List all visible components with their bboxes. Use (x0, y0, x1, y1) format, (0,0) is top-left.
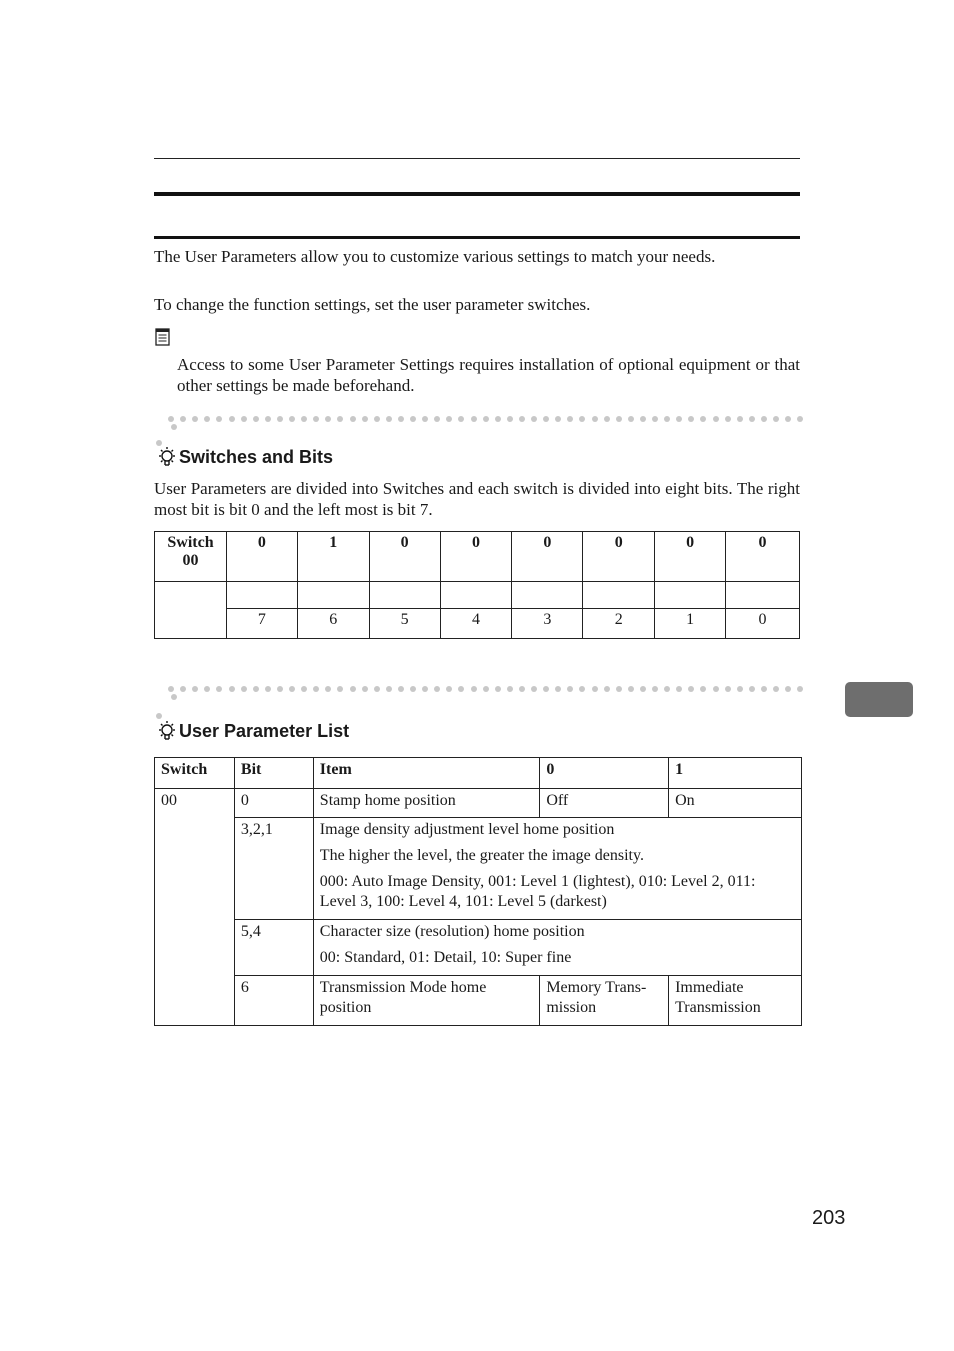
bit-number-cell: 7 (226, 609, 297, 639)
divider-dot (700, 416, 706, 422)
divider-dot (350, 686, 356, 692)
divider-dot (555, 686, 561, 692)
section-divider-dots (156, 416, 798, 426)
divider-dot (713, 686, 719, 692)
divider-dot (519, 416, 525, 422)
divider-dot (531, 416, 537, 422)
divider-dot (579, 686, 585, 692)
divider-dot (567, 416, 573, 422)
empty-cell (297, 582, 369, 609)
divider-dot (265, 416, 271, 422)
value1-cell: Immediate Transmission (669, 976, 802, 1026)
divider-dot (604, 686, 610, 692)
divider-dot (241, 686, 247, 692)
divider-dot (725, 686, 731, 692)
divider-dot (785, 686, 791, 692)
empty-cell (583, 582, 655, 609)
instruction-paragraph: To change the function settings, set the user parameter switches. (154, 295, 591, 314)
divider-dot (398, 416, 404, 422)
table-row (155, 582, 800, 609)
intro-paragraph: The User Parameters allow you to customize various settings to match your needs. (154, 247, 716, 266)
divider-dot (434, 686, 440, 692)
empty-cell (155, 582, 227, 639)
item-title: Image density adjustment level home position (319, 821, 615, 838)
divider-dot (192, 686, 198, 692)
divider-dot (713, 416, 719, 422)
divider-dot (434, 416, 440, 422)
header-cell: 0 (540, 758, 669, 789)
lightbulb-icon (156, 720, 178, 742)
divider-dot (725, 416, 731, 422)
bit-number-cell: 1 (655, 609, 726, 639)
divider-dot (640, 416, 646, 422)
divider-dot (567, 686, 573, 692)
divider-dot (579, 416, 585, 422)
divider-dot (289, 416, 295, 422)
empty-cell (226, 582, 297, 609)
divider-dot (519, 686, 525, 692)
bit-value-cell: 1 (297, 532, 369, 582)
divider-dot (761, 686, 767, 692)
divider-dot (204, 416, 210, 422)
divider-dot (676, 686, 682, 692)
memo-icon (155, 327, 170, 346)
divider-dot (749, 416, 755, 422)
header-cell: Bit (234, 758, 313, 789)
divider-dot (301, 686, 307, 692)
divider-dot (350, 416, 356, 422)
bit-cell: 5,4 (234, 920, 313, 976)
header-cell: 1 (669, 758, 802, 789)
divider-dot (192, 416, 198, 422)
divider-dot (458, 416, 464, 422)
divider-dot (180, 416, 186, 422)
divider-dot (446, 416, 452, 422)
divider-dot (616, 686, 622, 692)
divider-dot (422, 416, 428, 422)
bit-cell: 0 (234, 789, 313, 818)
divider-dot (374, 416, 380, 422)
divider-dot (652, 686, 658, 692)
divider-dot (362, 686, 368, 692)
switch-cell: 00 (155, 789, 235, 1026)
page-number: 203 (812, 1207, 846, 1229)
divider-dot (495, 416, 501, 422)
divider-dot (180, 686, 186, 692)
divider-dot (471, 416, 477, 422)
switches-and-bits-heading (156, 446, 333, 468)
divider-dot (483, 686, 489, 692)
divider-dot (398, 686, 404, 692)
divider-dot (737, 686, 743, 692)
bit-value-cell: 0 (583, 532, 655, 582)
bit-value-cell: 0 (440, 532, 512, 582)
divider-dot (313, 416, 319, 422)
header-cell: Item (313, 758, 540, 789)
divider-dot (761, 416, 767, 422)
divider-dot (640, 686, 646, 692)
table-row (155, 920, 802, 976)
item-cell: Stamp home position (313, 789, 540, 818)
item-options: 000: Auto Image Density, 001: Level 1 (lightest), 010: Level 2, 011: Level 3, 100: Level 4, 101: Level 5 (darkest) (319, 873, 756, 910)
bit-value-cell: 0 (512, 532, 583, 582)
divider-dot (156, 713, 162, 719)
divider-dot (386, 686, 392, 692)
divider-dot (386, 416, 392, 422)
divider-dot (410, 416, 416, 422)
divider-dot (785, 416, 791, 422)
bit-number-cell: 5 (369, 609, 440, 639)
divider-dot (216, 686, 222, 692)
table-header-row (155, 758, 802, 789)
divider-dot (374, 686, 380, 692)
divider-dot (313, 686, 319, 692)
empty-cell (369, 582, 440, 609)
divider-dot (301, 416, 307, 422)
user-parameter-list-heading (156, 720, 349, 742)
divider-dot (265, 686, 271, 692)
divider-dot (289, 686, 295, 692)
bit-cell: 3,2,1 (234, 818, 313, 920)
divider-dot (241, 416, 247, 422)
item-description: The higher the level, the greater the image density. (319, 847, 644, 864)
item-cell (313, 818, 801, 920)
switches-description: User Parameters are divided into Switches and each switch is divided into eight bits. The right most bit is bit 0 and the left most is bit 7. (154, 479, 800, 519)
divider-dot (555, 416, 561, 422)
divider-dot (483, 416, 489, 422)
bit-value-cell: 0 (226, 532, 297, 582)
divider-dot (495, 686, 501, 692)
bit-number-cell: 2 (583, 609, 655, 639)
table-row (155, 789, 802, 818)
divider-dot (168, 416, 174, 422)
divider-dot (216, 416, 222, 422)
bit-number-cell: 4 (440, 609, 512, 639)
bit-number-cell: 3 (512, 609, 583, 639)
divider-dot (325, 416, 331, 422)
empty-cell (512, 582, 583, 609)
divider-dot (507, 416, 513, 422)
divider-dot (688, 416, 694, 422)
divider-dot (773, 416, 779, 422)
divider-dot (337, 686, 343, 692)
value1-cell: On (669, 789, 802, 818)
divider-dot (204, 686, 210, 692)
divider-dot (446, 686, 452, 692)
bit-value-cell: 0 (655, 532, 726, 582)
item-cell: Transmission Mode home position (313, 976, 540, 1026)
divider-dot (229, 686, 235, 692)
bit-value-cell: 0 (726, 532, 800, 582)
table-row (155, 976, 802, 1026)
item-title: Character size (resolution) home position (319, 923, 585, 940)
divider-dot (277, 416, 283, 422)
divider-dot (700, 686, 706, 692)
table-row (155, 609, 800, 639)
divider-dot (422, 686, 428, 692)
divider-dot (507, 686, 513, 692)
divider-dot (664, 686, 670, 692)
chapter-tab-marker (845, 682, 913, 717)
divider-dot (628, 416, 634, 422)
switch-label-cell: Switch 00 (155, 532, 227, 582)
header-cell: Switch (155, 758, 235, 789)
divider-dot (773, 686, 779, 692)
table-row (155, 818, 802, 920)
note-text: Access to some User Parameter Settings requires installation of optional equipment or that other settings be made beforehand. (177, 355, 800, 395)
divider-dot (676, 416, 682, 422)
divider-dot (253, 686, 259, 692)
value0-cell: Memory Trans-mission (540, 976, 669, 1026)
divider-dot (531, 686, 537, 692)
divider-dot (229, 416, 235, 422)
divider-dot (168, 686, 174, 692)
header-rule-thick (154, 192, 800, 196)
divider-dot (652, 416, 658, 422)
item-cell (313, 920, 801, 976)
divider-dot (749, 686, 755, 692)
divider-dot (688, 686, 694, 692)
user-parameter-table (154, 757, 802, 1026)
switch-bits-table (154, 531, 800, 639)
divider-dot (592, 416, 598, 422)
divider-dot (325, 686, 331, 692)
value0-cell: Off (540, 789, 669, 818)
empty-cell (440, 582, 512, 609)
divider-dot (628, 686, 634, 692)
header-rule-thin (154, 158, 800, 159)
divider-dot (737, 416, 743, 422)
divider-dot (277, 686, 283, 692)
divider-dot (543, 686, 549, 692)
divider-dot (410, 686, 416, 692)
section-divider-dots (156, 686, 798, 696)
divider-dot (458, 686, 464, 692)
divider-dot (253, 416, 259, 422)
divider-dot (604, 416, 610, 422)
bit-cell: 6 (234, 976, 313, 1026)
divider-dot (171, 694, 177, 700)
lightbulb-icon (156, 446, 178, 468)
divider-dot (797, 416, 803, 422)
divider-dot (337, 416, 343, 422)
empty-cell (655, 582, 726, 609)
divider-dot (592, 686, 598, 692)
divider-dot (616, 416, 622, 422)
item-options: 00: Standard, 01: Detail, 10: Super fine (319, 949, 572, 966)
bit-number-cell: 6 (297, 609, 369, 639)
empty-cell (726, 582, 800, 609)
divider-dot (664, 416, 670, 422)
divider-dot (362, 416, 368, 422)
section-heading-text: Switches and Bits (179, 447, 334, 467)
bit-value-cell: 0 (369, 532, 440, 582)
divider-dot (543, 416, 549, 422)
divider-dot (797, 686, 803, 692)
title-rule (154, 236, 800, 239)
section-heading-text: User Parameter List (179, 721, 350, 741)
table-row (155, 532, 800, 582)
bit-number-cell: 0 (726, 609, 800, 639)
divider-dot (171, 424, 177, 430)
divider-dot (471, 686, 477, 692)
